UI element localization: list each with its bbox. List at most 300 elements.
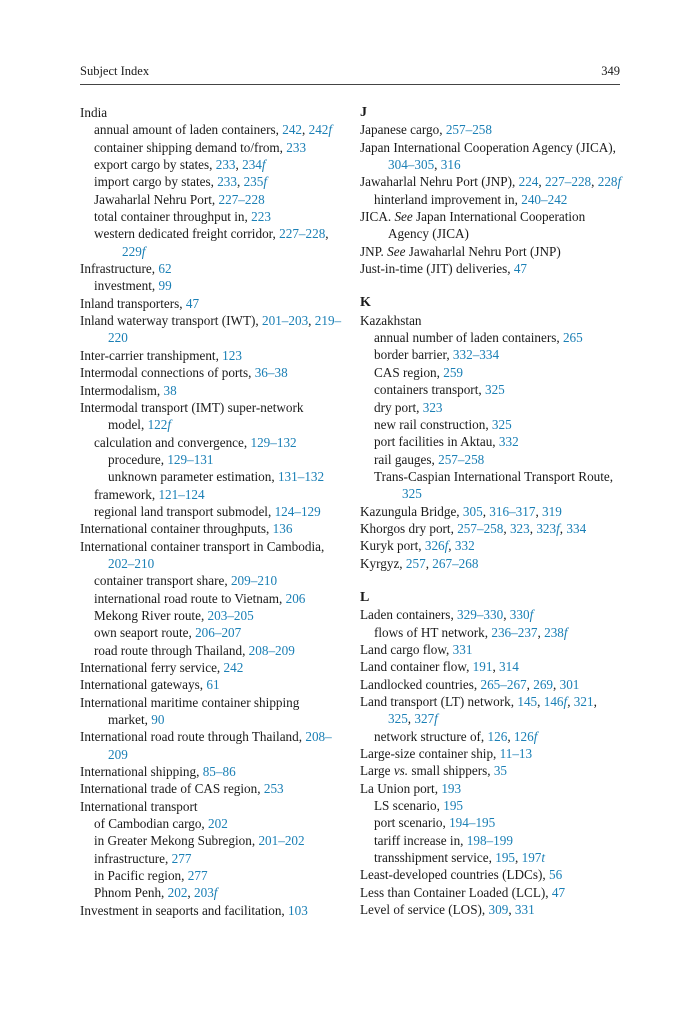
entry-text: investment, [94, 278, 159, 294]
index-subentry [80, 572, 342, 589]
index-subentry [360, 832, 622, 849]
page-reference-link[interactable]: 145 [517, 694, 538, 709]
page-reference-link[interactable]: 146 [543, 694, 564, 709]
page-reference-link[interactable]: 329–330 [457, 607, 504, 623]
entry-text: , [515, 850, 522, 866]
index-subentry [80, 434, 342, 451]
entry-text: in Greater Mekong Subregion, [94, 833, 259, 849]
index-entry [80, 780, 342, 797]
entry-text: transshipment service, [374, 850, 496, 866]
page-reference-link[interactable]: 257 [405, 555, 426, 571]
entry-text: of Cambodian cargo, [94, 816, 209, 832]
page-number: 349 [601, 64, 620, 78]
page-reference-link[interactable]: f [434, 711, 438, 727]
page-reference-link[interactable]: 206–207 [195, 625, 242, 641]
index-subentry [80, 191, 342, 208]
page-reference-link[interactable]: 122 [147, 417, 168, 433]
page-reference-link[interactable]: 126 [487, 728, 508, 744]
entry-text: tariff increase in, [374, 832, 467, 848]
entry-text: procedure, [108, 451, 168, 467]
page-reference-link[interactable]: 131–132 [277, 469, 325, 485]
page-reference-link[interactable]: 238 [544, 624, 564, 640]
index-subentry [360, 364, 622, 381]
index-entry [360, 658, 622, 675]
entry-text: framework, [94, 486, 159, 502]
entry-text: Trans-Caspian International Transport Route, [374, 468, 614, 484]
entry-text: International ferry service, [80, 660, 224, 675]
header-title: Subject Index [80, 64, 150, 78]
entry-text: , [187, 885, 195, 901]
page-reference-link[interactable]: 191 [472, 659, 493, 675]
index-subentry [360, 468, 622, 503]
index-entry [360, 208, 622, 243]
page-reference-link[interactable]: 234 [242, 157, 262, 173]
entry-text: network structure of, [374, 728, 488, 744]
entry-text: road route through Thailand, [94, 642, 249, 658]
page-reference-link[interactable]: 35 [493, 763, 508, 779]
entry-text: , [503, 520, 510, 536]
entry-text: Khorgos dry port, [360, 520, 458, 536]
entry-text: , [535, 503, 543, 519]
page-reference-link[interactable]: 61 [206, 677, 220, 693]
entry-text: JNP. [360, 243, 388, 259]
page-reference-link[interactable]: 219–220 [108, 313, 342, 346]
entry-text: container shipping demand to/from, [94, 139, 287, 155]
entry-text: Land cargo flow, [360, 641, 453, 657]
entry-text: , [503, 607, 510, 623]
index-entry [360, 121, 622, 138]
entry-text: International road route through Thailand, [80, 729, 306, 745]
entry-text: , [529, 520, 537, 536]
entry-text: Land transport (LT) network, [360, 694, 518, 709]
page-reference-link[interactable]: 316 [440, 157, 461, 173]
index-subentry [80, 277, 342, 294]
entry-text: calculation and convergence, [94, 434, 251, 450]
entry-text: Jawaharlal Nehru Port (JNP) [405, 243, 561, 259]
index-entry [360, 173, 622, 190]
entry-text: dry port, [374, 399, 423, 415]
page-reference-link[interactable]: 326 [424, 538, 445, 554]
index-subentry [80, 451, 342, 468]
page-reference-link[interactable]: 257–258 [438, 451, 485, 467]
index-entry [360, 641, 622, 658]
entry-text: Investment in seaports and facilitation, [80, 902, 289, 918]
entry-text: western dedicated freight corridor, [94, 226, 280, 242]
page-reference-link[interactable]: 121–124 [158, 486, 205, 502]
page-reference-link[interactable]: 309 [488, 902, 509, 918]
index-subentry [360, 433, 622, 450]
index-entry [360, 555, 622, 572]
page-reference-link[interactable]: f [263, 174, 268, 190]
entry-text: CAS region, [374, 364, 444, 380]
index-entry [360, 243, 622, 260]
page-reference-link[interactable]: 325 [388, 711, 408, 727]
entry-text: , [507, 728, 514, 744]
page-reference-link[interactable]: f [444, 538, 449, 554]
entry-text: International maritime container shipping market, [80, 694, 300, 728]
entry-text: International shipping, [80, 764, 203, 780]
index-entry [360, 260, 622, 277]
page-reference-link[interactable]: 203–205 [207, 607, 254, 623]
entry-text: Kyrgyz, [360, 555, 406, 571]
entry-text: , [236, 174, 244, 190]
index-subentry [80, 642, 342, 659]
index-subentry [360, 451, 622, 468]
entry-text: LS scenario, [374, 798, 444, 814]
entry-text: International container transport in Cambodia, [80, 538, 325, 554]
entry-text: hinterland improvement in, [374, 191, 522, 207]
entry-text: , [448, 538, 455, 554]
entry-text: Less than Container Loaded (LCL), [360, 884, 552, 900]
index-entry [360, 503, 622, 520]
page-reference-link[interactable]: 316–317 [489, 503, 536, 519]
entry-text: export cargo by states, [94, 157, 216, 173]
index-entry [360, 693, 622, 728]
index-subentry [80, 139, 342, 156]
page-reference-link[interactable]: 325 [491, 416, 512, 432]
entry-text: , [526, 676, 534, 692]
page-reference-link[interactable]: 47 [513, 261, 528, 277]
page-reference-link[interactable]: 208–209 [108, 729, 332, 762]
index-column-right [360, 104, 622, 918]
page-reference-link[interactable]: 38 [163, 382, 177, 398]
entry-text: La Union port, [360, 780, 442, 796]
page-reference-link[interactable]: 327 [414, 711, 435, 727]
index-entry [80, 728, 342, 763]
page-reference-link[interactable]: 319 [542, 503, 562, 519]
index-column-left [80, 104, 342, 919]
page-reference-link[interactable]: 201–202 [258, 833, 305, 849]
entry-text: , [482, 503, 490, 519]
index-entry [360, 866, 622, 883]
page-reference-link[interactable]: 321 [573, 694, 594, 709]
page-reference-link[interactable]: t [541, 850, 546, 866]
entry-text: in Pacific region, [94, 868, 188, 884]
section-gap [360, 277, 622, 294]
entry-text: Infrastructure, [80, 261, 159, 277]
page-reference-link[interactable]: 233 [217, 174, 237, 190]
index-subentry [360, 416, 622, 433]
page-reference-link[interactable]: f [563, 694, 568, 709]
index-subentry [80, 867, 342, 884]
entry-text: annual number of laden containers, [374, 330, 563, 346]
page-reference-link[interactable]: 228 [597, 174, 618, 190]
page-reference-link[interactable]: 323 [536, 520, 557, 536]
page-reference-link[interactable]: 269 [533, 676, 554, 692]
entry-text: rail gauges, [374, 451, 439, 467]
entry-text: Intermodal transport (IMT) super-network model, [80, 399, 304, 433]
entry-text: , [538, 174, 545, 190]
index-subentry [360, 399, 622, 416]
entry-text: , [537, 624, 545, 640]
entry-text: , [591, 174, 598, 190]
index-entry [360, 884, 622, 901]
entry-text: Land container flow, [360, 659, 473, 675]
index-subentry [80, 173, 342, 190]
index-subentry [80, 503, 342, 520]
page-reference-link[interactable]: 236–237 [491, 624, 538, 640]
index-subentry [80, 832, 342, 849]
page-reference-link[interactable]: 124–129 [274, 503, 321, 519]
section-gap [360, 572, 622, 589]
page-reference-link[interactable]: 233 [286, 139, 307, 155]
page-reference-link[interactable]: 301 [559, 676, 580, 692]
page-reference-link[interactable]: 123 [222, 347, 242, 363]
entry-text: Inland transporters, [80, 295, 186, 311]
index-entry [80, 763, 342, 780]
entry-text: import cargo by states, [94, 174, 218, 190]
page-reference-link[interactable]: 198–199 [466, 832, 513, 848]
page-reference-link[interactable]: 208–209 [248, 642, 295, 658]
entry-text: Japan International Cooperation Agency (JICA) [388, 209, 586, 242]
entry-text: International trade of CAS region, [80, 781, 264, 797]
entry-text: International container throughputs, [80, 521, 273, 537]
page-reference-link[interactable]: 323 [422, 399, 443, 415]
page-reference-link[interactable]: 129–131 [167, 451, 214, 467]
entry-text: Just-in-time (JIT) deliveries, [360, 261, 514, 277]
page-reference-link[interactable]: 195 [495, 850, 515, 866]
page-reference-link[interactable]: 227–228 [544, 174, 592, 190]
page-reference-link[interactable]: 332 [498, 434, 519, 450]
page-reference-link[interactable]: 229 [122, 243, 142, 259]
page-reference-link[interactable]: 331 [452, 641, 473, 657]
page-reference-link[interactable]: 202 [167, 885, 188, 901]
index-subentry [360, 797, 622, 814]
entry-text: total container throughput in, [94, 209, 252, 225]
index-subentry [80, 468, 342, 485]
page-reference-link[interactable]: 203 [194, 885, 214, 901]
page-reference-link[interactable]: 277 [187, 868, 208, 884]
index-entry [360, 520, 622, 537]
index-entry [80, 312, 342, 347]
page-reference-link[interactable]: f [167, 417, 172, 433]
page-reference-link[interactable]: 99 [158, 278, 172, 294]
page-reference-link[interactable]: 235 [243, 174, 264, 190]
entry-text: small shippers, [408, 763, 494, 779]
page-reference-link[interactable]: 323 [509, 520, 530, 536]
entry-text: international road route to Vietnam, [94, 590, 286, 606]
entry-text: Laden containers, [360, 607, 458, 623]
page-reference-link[interactable]: 242 [223, 660, 244, 675]
index-subentry [80, 156, 342, 173]
entry-text: new rail construction, [374, 416, 492, 432]
index-subentry [80, 607, 342, 624]
index-entry [80, 694, 342, 729]
page-reference-link[interactable]: f [563, 624, 568, 640]
page-reference-link[interactable]: 265–267 [480, 676, 527, 692]
page-reference-link[interactable]: 259 [443, 364, 464, 380]
page-reference-link[interactable]: 201–203 [262, 313, 309, 329]
page-reference-link[interactable]: 332 [454, 538, 475, 554]
index-subentry [360, 329, 622, 346]
index-entry [360, 606, 622, 623]
page-reference-link[interactable]: 257–258 [445, 122, 492, 138]
page-reference-link[interactable]: 325 [484, 382, 505, 398]
page-reference-link[interactable]: 233 [215, 157, 236, 173]
page-reference-link[interactable]: 331 [514, 902, 535, 918]
page-reference-link[interactable]: 36–38 [254, 365, 288, 381]
page-reference-link[interactable]: 242 [282, 122, 303, 138]
index-subentry [80, 850, 342, 867]
index-entry [80, 399, 342, 434]
page-reference-link[interactable]: f [213, 885, 218, 901]
entry-text: Inland waterway transport (IWT), [80, 313, 262, 329]
index-entry [360, 780, 622, 797]
page-reference-link[interactable]: 129–132 [250, 434, 297, 450]
entry-text: Jawaharlal Nehru Port, [94, 191, 219, 207]
entry-text: Japan International Cooperation Agency (JICA), [360, 139, 616, 155]
entry-text: Large-size container ship, [360, 746, 500, 762]
page-reference-link[interactable]: 240–242 [521, 191, 568, 207]
index-entry [360, 312, 622, 329]
entry-text: container transport share, [94, 573, 231, 589]
index-subentry [80, 225, 342, 260]
index-entry [80, 676, 342, 693]
page-reference-link[interactable]: f [529, 607, 534, 623]
entry-text: Phnom Penh, [94, 885, 168, 901]
entry-text: , [559, 520, 567, 536]
entry-text: vs. [393, 763, 409, 779]
page-reference-link[interactable]: 265 [562, 330, 583, 346]
index-subentry [360, 814, 622, 831]
entry-text: Level of service (LOS), [360, 902, 489, 918]
entry-text: , [508, 902, 515, 918]
page-reference-link[interactable]: 206 [285, 590, 306, 606]
index-subentry [80, 815, 342, 832]
entry-text: Kazungula Bridge, [360, 503, 463, 519]
page-reference-link[interactable]: 227–228 [279, 226, 326, 242]
index-entry [80, 538, 342, 573]
page-reference-link[interactable]: 90 [151, 712, 165, 728]
index-subentry [80, 208, 342, 225]
page-reference-link[interactable]: 62 [158, 261, 172, 277]
entry-text: JICA. [360, 209, 395, 225]
entry-text: own seaport route, [94, 625, 196, 641]
entry-text: See [387, 243, 406, 259]
page-reference-link[interactable]: 314 [499, 659, 519, 675]
entry-text: containers transport, [374, 382, 485, 398]
entry-text: See [394, 209, 413, 225]
page-reference-link[interactable]: 224 [518, 174, 539, 190]
page-reference-link[interactable]: 223 [251, 209, 271, 225]
page-reference-link[interactable]: 267–268 [432, 555, 479, 571]
entry-text: , [492, 659, 500, 675]
page-reference-link[interactable]: 197 [521, 850, 542, 866]
entry-text: flows of HT network, [374, 624, 492, 640]
page-reference-link[interactable]: 103 [288, 902, 308, 918]
page-reference-link[interactable]: 209–210 [230, 573, 278, 589]
entry-text: Intermodalism, [80, 382, 164, 398]
page-reference-link[interactable]: 202 [208, 816, 228, 832]
entry-text: port facilities in Aktau, [374, 434, 499, 450]
page-reference-link[interactable]: 11–13 [499, 746, 533, 762]
entry-text: , [553, 676, 560, 692]
page-reference-link[interactable]: 277 [171, 850, 192, 866]
running-header [80, 62, 620, 85]
entry-text: Kazakhstan [360, 312, 422, 328]
page-reference-link[interactable]: 47 [185, 295, 200, 311]
index-subentry [360, 381, 622, 398]
page-reference-link[interactable]: 47 [551, 884, 566, 900]
index-entry [360, 139, 622, 174]
page-reference-link[interactable]: 193 [441, 780, 462, 796]
index-entry [80, 902, 342, 919]
entry-text: Least-developed countries (LDCs), [360, 867, 549, 883]
entry-text: Landlocked countries, [360, 676, 481, 692]
page-reference-link[interactable]: f [533, 728, 538, 744]
index-entry [360, 537, 622, 554]
index-entry [80, 260, 342, 277]
entry-text: Japanese cargo, [360, 122, 446, 138]
page-reference-link[interactable]: 242 [308, 122, 329, 138]
entry-text: Large [360, 763, 394, 779]
section-letter: K [360, 295, 371, 311]
page-reference-link[interactable]: 330 [509, 607, 530, 623]
page-reference-link[interactable]: 202–210 [108, 555, 155, 571]
section-letter: L [360, 589, 370, 605]
entry-text: , [308, 313, 315, 329]
index-subentry [360, 728, 622, 745]
page-reference-link[interactable]: 56 [548, 867, 563, 883]
index-subentry [360, 191, 622, 208]
index-entry [80, 382, 342, 399]
page-reference-link[interactable]: 257–258 [457, 520, 504, 536]
index-subentry [80, 590, 342, 607]
page-reference-link[interactable]: 332–334 [452, 347, 500, 363]
entry-text: India [80, 105, 108, 120]
page-reference-link[interactable]: 85–86 [202, 764, 236, 780]
entry-text: , [567, 694, 574, 709]
page-reference-link[interactable]: f [328, 122, 333, 138]
entry-text: annual amount of laden containers, [94, 122, 283, 138]
entry-text: Jawaharlal Nehru Port (JNP), [360, 174, 519, 190]
index-subentry [80, 884, 342, 901]
page-reference-link[interactable]: f [556, 520, 560, 536]
section-letter: J [360, 105, 367, 120]
index-entry [80, 798, 342, 815]
page-reference-link[interactable]: f [141, 243, 146, 259]
index-entry [80, 347, 342, 364]
page-reference-link[interactable]: 305 [462, 503, 483, 519]
page-reference-link[interactable]: 325 [402, 486, 422, 502]
page-reference-link[interactable]: 253 [263, 781, 284, 797]
page-reference-link[interactable]: 304–305 [388, 157, 435, 173]
page-reference-link[interactable]: 194–195 [449, 815, 496, 831]
index-entry [360, 676, 622, 693]
page-reference-link[interactable]: f [617, 174, 622, 190]
page-reference-link[interactable]: 126 [513, 728, 534, 744]
index-entry [80, 364, 342, 381]
page-reference-link[interactable]: 334 [566, 520, 587, 536]
page-reference-link[interactable]: 227–228 [218, 191, 265, 207]
entry-text: Mekong River route, [94, 607, 208, 623]
page-reference-link[interactable]: 136 [272, 521, 293, 537]
entry-text: infrastructure, [94, 850, 172, 866]
page-reference-link[interactable]: 195 [443, 798, 463, 814]
entry-text: , [325, 226, 329, 242]
index-subentry [360, 849, 622, 866]
index-entry [360, 762, 622, 779]
index-entry [360, 901, 622, 918]
entry-text: , [302, 122, 309, 138]
entry-text: , [425, 555, 433, 571]
entry-text: , [593, 694, 597, 709]
index-entry [80, 104, 342, 121]
entry-text: Kuryk port, [360, 538, 425, 554]
page-reference-link[interactable]: f [261, 157, 266, 173]
entry-text: , [434, 157, 441, 173]
index-entry [80, 520, 342, 537]
